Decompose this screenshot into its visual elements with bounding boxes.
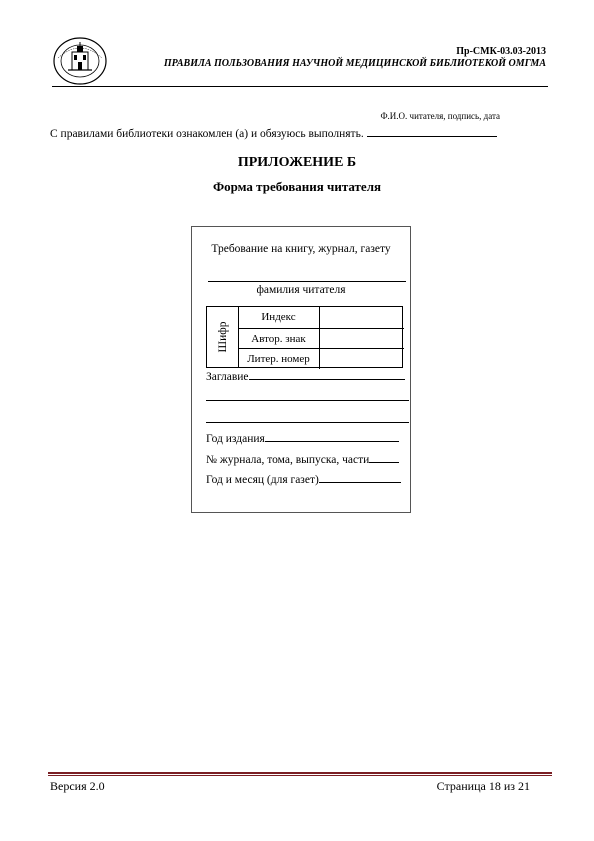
appendix-subtitle: Форма требования читателя [212, 179, 382, 194]
cipher-row-label: Автор. знак [238, 329, 320, 349]
document-version: Версия 2.0 [50, 779, 105, 793]
year-label: Год издания [206, 433, 265, 445]
reader-name-label: фамилия читателя [256, 284, 346, 296]
cipher-row [238, 307, 404, 328]
footer-divider [48, 772, 552, 774]
cipher-row [238, 328, 404, 349]
cipher-row [238, 348, 404, 369]
footer-divider-thin [48, 775, 552, 776]
journal-field [206, 452, 399, 466]
university-seal-icon [52, 36, 108, 86]
newspaper-blank[interactable] [319, 472, 401, 483]
acknowledgement-text: С правилами библиотеки ознакомлен (а) и обязуюсь выполнять. [50, 128, 364, 140]
title-field [206, 369, 405, 383]
document-title: ПРАВИЛА ПОЛЬЗОВАНИЯ НАУЧНОЙ МЕДИЦИНСКОЙ БИБЛИОТЕКОЙ ОМГМА [163, 58, 546, 69]
journal-label: № журнала, тома, выпуска, части [206, 454, 370, 466]
title-blank-line[interactable] [206, 400, 409, 401]
year-blank[interactable] [265, 431, 399, 442]
title-label: Заглавие [206, 371, 249, 383]
reader-request-form [191, 226, 411, 513]
appendix-title: ПРИЛОЖЕНИЕ Б [237, 155, 357, 170]
cipher-column [207, 307, 239, 367]
newspaper-field [206, 472, 401, 486]
cipher-row-label: Индекс [238, 307, 320, 328]
year-field [206, 431, 399, 445]
form-heading: Требование на книгу, журнал, газету [211, 243, 391, 255]
reader-name-blank[interactable] [208, 281, 406, 282]
signature-caption: Ф.И.О. читателя, подпись, дата [380, 111, 500, 121]
journal-blank[interactable] [369, 452, 399, 463]
signature-blank[interactable] [367, 126, 497, 137]
cipher-table [206, 306, 403, 368]
newspaper-label: Год и месяц (для газет) [206, 474, 319, 486]
title-blank[interactable] [249, 369, 405, 380]
cipher-label: Шифр [216, 321, 229, 353]
acknowledgement-line [50, 126, 497, 140]
cipher-row-label: Литер. номер [238, 349, 320, 369]
title-blank-line[interactable] [206, 422, 409, 423]
page-number: Страница 18 из 21 [436, 779, 530, 793]
header-divider [52, 86, 548, 87]
document-code: Пр-СМК-03.03-2013 [456, 46, 546, 57]
